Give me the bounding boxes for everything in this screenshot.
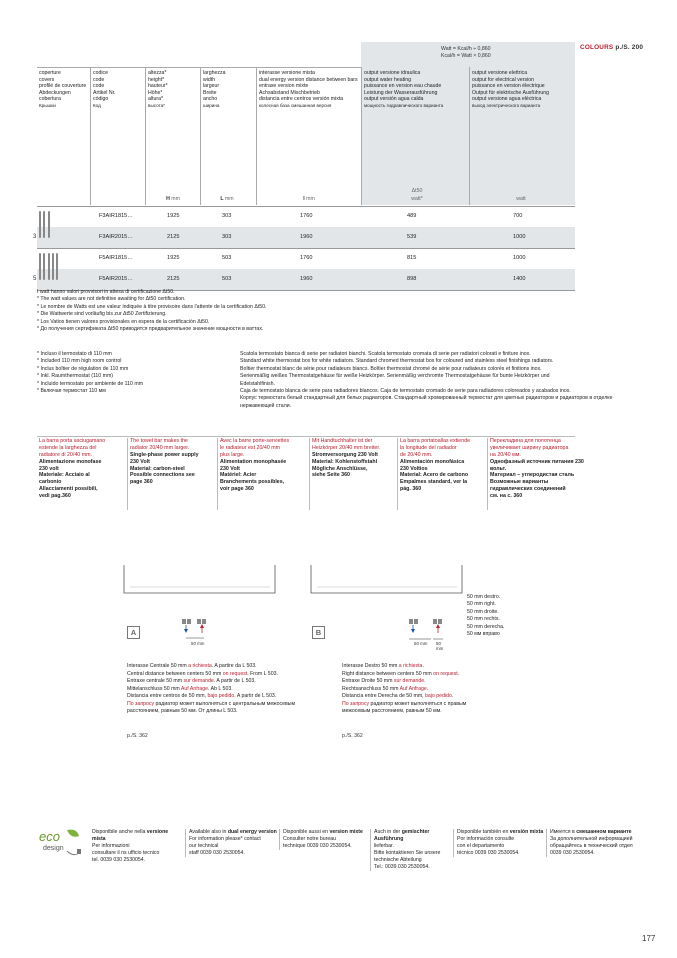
central-desc-text: . A partir de L 503. [213, 678, 256, 685]
central-desc-request-link: По запросу [127, 700, 155, 707]
header-col-5-line-4: output versión agua calda [364, 96, 424, 102]
right-desc-line-5 [342, 701, 532, 709]
thermostat-desc-line-3: Serienmäßig weißes Thermostatgehäuse für weiße Heizkörper. Serienmäßig verchromte Thermostatgehäuse für bunte Heizkörper und [240, 373, 550, 380]
header-col-6-line-4: output versione agua eléctrica [472, 96, 542, 102]
cell-elec: 1000 [513, 234, 526, 240]
diagram-b-letter: B [312, 626, 325, 639]
cell-i: 1760 [300, 255, 313, 261]
header-col-0-line-3: Abdeckungen [39, 89, 71, 96]
towel-bar-col-4 [397, 438, 485, 510]
thermostat-item-5: * Включая термостат 110 мм [37, 387, 106, 394]
header-col-2-line-1: height* [148, 76, 165, 83]
thermostat-desc-line-0: Scatola termostato bianca di serie per radiatori bianchi. Scatola termostato cromata di serie per radiatori colorati e finiture inox. [240, 351, 531, 357]
towel-bar-spec: Alimentazione monofase [39, 458, 102, 465]
cell-water: 815 [407, 255, 417, 261]
eco-version-name: gemischter Ausführung [374, 829, 430, 843]
connection-notes [467, 594, 504, 638]
eco-col-4-line-2: técnico 0039 030 2530054. [457, 850, 520, 857]
towel-bar-spec: 230 volt [39, 465, 59, 472]
connection-note-0: 50 mm destro. [467, 594, 501, 600]
towel-bar-spec: Single-phase power supply [130, 451, 199, 458]
towel-bar-note: La barra porta asciugamano [39, 438, 106, 444]
header-col-3-cyrillic: ширина [203, 102, 220, 108]
right-desc-line-2 [342, 678, 532, 686]
eco-version-name: versión mixta [509, 829, 544, 835]
thermostat-desc-line-2: Boîtier thermostat blanc de série pour radiateurs blancs. Boîtier thermostat chromé de série pour radiateurs colorés et finitions inox. [240, 365, 542, 372]
connection-note-4: 50 mm derecha. [467, 623, 505, 630]
colours-page-link[interactable] [580, 44, 643, 52]
header-col-6-line-0: output versione elettrica [472, 70, 528, 76]
certification-notes [37, 289, 457, 333]
header-col-2-cyrillic: высота* [148, 102, 165, 108]
design-word: design [43, 845, 64, 852]
header-col-5 [361, 67, 469, 205]
towel-bar-note: de 20/40 mm. [400, 451, 433, 458]
header-col-6-line-1: output for electrical version [472, 76, 534, 83]
header-col-1 [90, 67, 145, 205]
unit-watt: watt [516, 196, 526, 202]
thermostat-item-1: * Included 110 mm high room control [37, 358, 122, 365]
thermostat-box-description [240, 351, 660, 410]
table-row [37, 248, 575, 269]
watt-conversion-box [361, 42, 575, 67]
cell-i: 1960 [300, 276, 313, 282]
table-row [37, 269, 575, 290]
eco-intro-text: Disponible aussi en [283, 829, 330, 835]
towel-bar-spec: 230 Voltios [400, 465, 428, 472]
thermostat-item-2: * Inclus boîtier de régulation de 110 mm [37, 365, 129, 372]
right-desc-text: . [424, 678, 426, 685]
note-line-5: * До получения сертификата Δt50 приводится предварительное значение мощности в ваттах. [37, 325, 264, 332]
unit-watt-star: watt* [411, 196, 423, 202]
central-desc-text: Mittelanschluss 50 mm [127, 685, 181, 692]
thermostat-item-0: * Incluso il termostato di 110 mm [37, 351, 112, 357]
towel-bar-col-5 [487, 438, 587, 510]
header-col-1-cyrillic: Код [93, 102, 101, 108]
cell-l: 503 [222, 276, 232, 282]
right-desc-request-link: a richiesta [398, 663, 423, 669]
watt-conversion-line-2: Kcal/h = Watt × 0,860 [441, 53, 491, 59]
header-col-5-line-3: Leistung der Wasserausführung [364, 89, 438, 96]
towel-bar-col-0 [37, 438, 125, 510]
towel-bar-note: Avec la barre porte-serviettes [220, 438, 290, 444]
central-desc-text: . A partir de L 503. [234, 693, 277, 700]
cell-code: F3AIR1815… [99, 213, 133, 219]
towel-bar-note: estende la larghezza del [39, 444, 97, 451]
thermostat-desc-line-4: Edelstahlfinish. [240, 380, 275, 387]
eco-col-2-intro [283, 829, 367, 836]
cell-code: F3AIR2015… [99, 234, 133, 240]
right-desc-line-0 [342, 663, 532, 671]
towel-bar-spec: Возможные варианты гидравлических соединений [490, 479, 566, 493]
header-col-0-line-2: profilé de couverture [39, 83, 87, 89]
unit-dt: Δt50 [411, 188, 423, 194]
towel-bar-note: radiatore di 20/40 mm. [39, 451, 92, 458]
thermostat-item-4: * Incluido termostato por ambiente de 110 mm [37, 380, 144, 387]
header-col-2-line-4: altura* [148, 96, 163, 102]
radiator-bar-icon [52, 253, 54, 280]
right-desc-text: Right distance between centers 50 mm [342, 670, 434, 677]
towel-bar-note: Mit Handtuchhalter ist der [312, 438, 373, 444]
radiator-icon [39, 211, 63, 238]
header-col-3 [200, 67, 256, 205]
towel-bar-spec: page 360 [130, 479, 153, 486]
eco-col-5-line-2: 0039 030 2530054. [550, 850, 595, 857]
eco-col-5-line-0: За дополнительной информацией [550, 836, 633, 843]
header-col-6 [469, 67, 575, 205]
unit-h: H mm [166, 196, 180, 202]
header-col-3-line-3: Breite [203, 89, 217, 96]
eco-col-1-line-1: our technical [189, 843, 219, 850]
table-row [37, 206, 575, 227]
right-desc-text: . [422, 663, 424, 669]
towel-bar-col-1 [127, 438, 215, 510]
header-col-1-line-1: code [93, 76, 105, 83]
header-col-4-line-2: entraxe version mixte [259, 83, 309, 89]
towel-bar-spec: 230 Volt [220, 465, 240, 472]
eco-col-3-line-3: Tel.: 0039 030 2530054. [374, 864, 430, 871]
central-desc-line-2 [127, 678, 317, 686]
towel-bar-col-2 [217, 438, 307, 510]
header-col-5-cyrillic: мощность гидравлического варианта [364, 102, 444, 108]
central-desc-line-3 [127, 686, 317, 694]
note-line-1: * The watt values are not definitive awaiting for Δt50 certification. [37, 296, 186, 303]
towel-bar-spec: Stromversorgung 230 Volt [312, 451, 378, 458]
central-desc-text: Interasse Centrale 50 mm [127, 663, 189, 669]
header-col-6-line-3: Output für elektrische Ausführung [472, 89, 549, 96]
table-header [37, 67, 575, 205]
towel-bar-note: radiator 20/40 mm larger. [130, 444, 190, 451]
header-col-5-line-1: output water heating [364, 76, 412, 83]
eco-col-1-line-0: For information please* contact [189, 836, 261, 843]
right-desc-text: Entraxe Droite 50 mm [342, 678, 394, 685]
cell-i: 1960 [300, 234, 313, 240]
right-desc-text: Rechtsanschluss 50 mm [342, 685, 400, 692]
note-line-4: * Los Vatios tienen valores provisionales en espera de la certificación Δt50. [37, 318, 210, 325]
cell-h: 1925 [167, 255, 180, 261]
eco-col-3-line-1: Bitte kontaktieren Sie unsere [374, 850, 441, 857]
header-col-1-line-2: code [93, 83, 105, 89]
towel-bar-note: la longitude del radiador [400, 444, 457, 451]
cell-code: F5AIR1815… [99, 255, 133, 261]
radiator-bar-icon [48, 211, 50, 238]
towel-bar-spec: Alimentación monofásica [400, 458, 465, 465]
towel-bar-spec: Material: Acero de carbono [400, 472, 469, 479]
header-col-0-line-0: coperture [39, 70, 61, 76]
header-col-3-line-0: larghezza [203, 70, 226, 76]
plug-icon [77, 849, 81, 854]
diagram-b-dimension-1: 50 mm [414, 641, 428, 646]
radiator-bar-icon [43, 211, 45, 238]
eco-col-0-line-2: tel. 0039 030 2530054. [92, 857, 146, 864]
right-desc-text: межосевым расстоянием, равным 50 мм. [342, 708, 442, 715]
central-desc-text: расстоянием, равным 50 мм. От длины L 503. [127, 708, 238, 715]
towel-bar-spec: Alimentation monophasée [220, 458, 287, 465]
eco-intro-text: Имеется в [550, 829, 577, 835]
radiator-bar-icon [56, 253, 58, 280]
towel-bar-note: The towel bar makes the [130, 438, 188, 444]
eco-version-name: versione mista [92, 829, 169, 843]
eco-intro-text: Disponibile anche nella [92, 829, 147, 835]
header-col-4-line-4: distancia entre centros versión mixta [259, 96, 344, 102]
towel-bar-spec: 230 Volt [130, 458, 150, 465]
eco-col-1-intro [189, 829, 277, 836]
header-col-2 [145, 67, 200, 205]
colours-label: COLOURS [580, 44, 614, 51]
central-desc-line-5 [127, 701, 317, 709]
radiator-bar-icon [43, 253, 45, 280]
right-desc-text: Interasse Destro 50 mm [342, 663, 399, 669]
towel-bar-spec: voir page 360 [220, 486, 254, 493]
note-line-3: * Die Wattwerte sind vorläufig bis zur Δt50 Zertifizierung. [37, 311, 167, 318]
towel-bar-note: на 20/40 мм. [490, 451, 521, 458]
right-desc-request-link: on request [433, 670, 458, 677]
eco-intro-text: Auch in der [374, 829, 402, 835]
eco-col-5 [546, 829, 636, 857]
connection-note-5: 50 мм вправо [467, 630, 500, 637]
thermostat-included-list [37, 351, 227, 395]
eco-col-4-line-0: Por información consulte [457, 836, 515, 843]
cell-elec: 1400 [513, 276, 526, 282]
header-col-6-cyrillic: выход электрического варианта [472, 102, 541, 108]
right-desc-line-3 [342, 686, 532, 694]
diagram-b-dimension-2: 50 [436, 641, 441, 646]
page-number: 177 [642, 934, 656, 943]
eco-col-3-line-2: technische Abteilung [374, 857, 422, 864]
central-desc-line-1 [127, 671, 317, 679]
cell-l: 303 [222, 213, 232, 219]
thermostat-item-3: * Inkl. Raumthermostat (110 mm) [37, 373, 114, 380]
unit-i: I mm [303, 196, 315, 202]
towel-bar-spec: Allacciamenti possibili, [39, 486, 98, 493]
header-col-0 [37, 67, 90, 205]
right-connection-description [342, 663, 532, 716]
cell-l: 503 [222, 255, 232, 261]
header-col-5-line-0: output versione idraulica [364, 70, 421, 76]
towel-bar-spec: Materiale: Acciaio al [39, 472, 90, 479]
note-line-2: * Le nombre de Watts est une valeur indiquée à titre provisoire dans l'attente de la certification Δt50. [37, 303, 267, 310]
right-desc-text: радиатор может выполняться с правым [369, 700, 467, 707]
diagram-a-central-connection [120, 563, 280, 645]
cell-elec: 700 [513, 213, 523, 219]
header-col-2-line-0: altezza* [148, 70, 167, 76]
thermostat-desc-line-6: Корпус термостата белый стандартный для белых радиаторов. Стандартный хромированный термостат для цветных радиаторов и радиаторов в отделке [240, 395, 613, 402]
unit-l: L mm [220, 196, 234, 202]
cell-l: 303 [222, 234, 232, 240]
eco-version-name: dual energy version [227, 829, 277, 835]
cell-water: 539 [407, 234, 417, 240]
towel-bar-spec: pág. 360 [400, 486, 422, 493]
eco-version-name: смешанном варианте [576, 829, 632, 835]
header-col-2-line-2: hauteur* [148, 83, 168, 89]
central-desc-request-link: on request [222, 670, 248, 677]
towel-bar-spec: см. на с. 360 [490, 493, 523, 499]
header-col-0-line-1: covers [39, 76, 55, 83]
eco-col-2-line-0: Consulter notre bureau [283, 836, 337, 843]
header-col-1-line-3: Artikel Nr. [93, 89, 116, 96]
header-col-3-line-1: width [203, 76, 216, 83]
radiator-bar-icon [39, 211, 41, 238]
eco-col-5-line-1: обращайтесь в технический отдел [550, 843, 633, 850]
eco-col-0 [89, 829, 181, 864]
eco-col-3 [370, 829, 451, 871]
towel-bar-spec: Branchements possibles, [220, 479, 285, 486]
right-desc-request-link: Auf Anfrage [399, 685, 427, 692]
diagram-b-dimension-3: mm [436, 646, 444, 651]
eco-col-2-line-1: technique 0039 030 2530054. [283, 843, 352, 850]
towel-bar-spec: Однофазный источник питания 230 вольт. [490, 458, 584, 472]
eco-col-4 [453, 829, 544, 857]
right-desc-request-link: По запросу [342, 700, 370, 707]
towel-bar-rule [37, 436, 575, 437]
central-desc-line-0 [127, 663, 317, 671]
eco-design-logo [37, 827, 85, 859]
thermostat-desc-line-5: Caja de termostato blanca de serie para radiadores blancos. Caja de termostato cromado de serie para radiadores coloreados y acabados inox. [240, 387, 571, 394]
towel-bar-note: Перекладина для полотенца увеличивает ширину радиатора [490, 438, 569, 451]
header-col-5-line-2: puissance en version eau chaude [364, 83, 442, 89]
header-col-4-line-3: Achsabstand Mischbetrieb [259, 89, 320, 96]
header-col-4-cyrillic: колесная база смешанная версия [259, 102, 332, 108]
towel-bar-note: plus large. [220, 451, 245, 458]
header-col-2-line-3: Höhe* [148, 89, 163, 96]
header-col-0-line-4: cobertura [39, 96, 61, 102]
header-col-1-line-0: codice [93, 70, 108, 76]
right-desc-text: . [457, 670, 460, 677]
central-desc-line-6 [127, 708, 317, 716]
header-col-6-line-2: puissance en version électrique [472, 83, 545, 89]
central-connection-description [127, 663, 317, 716]
eco-col-1 [185, 829, 277, 857]
header-col-4-line-1: dual energy version distance between bars [259, 76, 358, 83]
eco-col-0-intro [92, 829, 181, 843]
central-desc-request-link: a richiesta [188, 663, 212, 669]
thermostat-desc-line-1: Standard white thermostat box for white radiators. Standard chromed thermostat box for coloured and stainless steel finishings radiators. [240, 358, 554, 365]
central-desc-request-link: bajo pedido [207, 693, 235, 700]
towel-bar-spec: Material: carbon-steel [130, 465, 185, 472]
cell-h: 2125 [167, 276, 180, 282]
connection-note-1: 50 mm right. [467, 601, 496, 608]
central-desc-text: . Ab L 503. [208, 685, 233, 692]
diagram-a-letter: A [127, 626, 140, 639]
central-desc-text: Distancia entre centros de 50 mm, [127, 693, 208, 700]
cell-water: 489 [407, 213, 417, 219]
eco-col-5-intro [550, 829, 636, 836]
eco-intro-text: Disponible también en [457, 829, 510, 835]
leaf-icon [67, 830, 79, 837]
eco-col-4-line-1: con el departamento [457, 843, 505, 850]
cell-i: 1760 [300, 213, 313, 219]
cell-code: F5AIR2015… [99, 276, 133, 282]
radiator-bar-icon [39, 253, 41, 280]
right-desc-line-4 [342, 693, 532, 701]
diagram-a-dimension: 50 mm [191, 641, 205, 645]
covers-count: 5 [33, 276, 37, 282]
towel-bar-spec: Empalmes standard, ver la [400, 479, 468, 486]
central-desc-text: . A partire da L 503. [211, 663, 257, 669]
cell-h: 2125 [167, 234, 180, 240]
radiator-icon [39, 253, 63, 280]
towel-bar-spec: Matériel: Acier [220, 472, 257, 479]
cell-h: 1925 [167, 213, 180, 219]
connection-note-2: 50 mm droite. [467, 608, 499, 615]
eco-col-0-line-1: consultare il ns ufficio tecnico [92, 850, 160, 857]
cell-elec: 1000 [513, 255, 526, 261]
towel-bar-spec: carbonio [39, 479, 62, 486]
central-desc-text: . From L 503. [247, 670, 278, 677]
towel-bar-spec: Possible connections see [130, 472, 195, 479]
towel-bar-col-3 [309, 438, 395, 510]
eco-col-1-line-2: staff 0039 030 2530054. [189, 850, 245, 857]
thermostat-desc-line-7: нержавеющей стали. [240, 402, 292, 409]
central-desc-text: Central distance between centers 50 mm [127, 670, 223, 677]
right-desc-request-link: bajo pedido [425, 693, 452, 700]
towel-bar-spec: Material: Kohlenstoffstahl [312, 458, 378, 465]
right-desc-text: . [451, 693, 454, 700]
connection-note-3: 50 mm rechts. [467, 616, 500, 623]
central-desc-text: радиатор может выполняться с центральным межосевым [154, 700, 296, 707]
eco-col-0-line-0: Per informazioni [92, 843, 130, 850]
note-line-0: I watt hanno valori provvisori in attesa di certificazione Δt50. [37, 289, 175, 295]
right-desc-text: . [426, 685, 429, 692]
page-ref-a[interactable]: p./S. 362 [127, 733, 148, 739]
towel-bar-spec: siehe Seite 360 [312, 472, 350, 479]
header-col-3-line-4: ancho [203, 96, 218, 102]
eco-word: eco [39, 829, 60, 844]
central-desc-line-4 [127, 693, 317, 701]
page-ref-b[interactable]: p./S. 362 [342, 733, 363, 739]
eco-intro-text: Available also in [189, 829, 228, 835]
right-desc-line-1 [342, 671, 532, 679]
watt-conversion-line-1: Watt = Kcal/h ÷ 0,860 [441, 46, 491, 52]
colours-page: p./S. 200 [615, 44, 644, 51]
covers-count: 3 [33, 234, 37, 240]
eco-col-3-line-0: lieferbar. [374, 843, 394, 850]
towel-bar-spec: Mögliche Anschlüsse, [312, 465, 368, 472]
diagram-b-right-connection [307, 563, 469, 653]
central-desc-request-link: sur demande [183, 678, 214, 685]
towel-bar-spec: vedi pag.360 [39, 493, 71, 499]
cell-water: 898 [407, 276, 417, 282]
eco-col-4-intro [457, 829, 544, 836]
central-desc-text: Entraxe centrale 50 mm [127, 678, 184, 685]
eco-col-3-intro [374, 829, 451, 843]
towel-bar-spec: Материал – углеродистая сталь [490, 472, 575, 479]
header-col-0-cyrillic: Крышки [39, 102, 56, 108]
eco-col-2 [279, 829, 367, 850]
radiator-bar-icon [48, 253, 50, 280]
central-desc-request-link: Auf Anfrage [180, 685, 209, 692]
header-col-3-line-2: largeur [203, 83, 220, 89]
right-desc-line-6 [342, 708, 532, 716]
header-col-1-line-4: código [93, 96, 109, 102]
towel-bar-note: La barra portatoallas extiende [400, 438, 471, 444]
header-col-4 [256, 67, 361, 205]
towel-bar-note: le radiateur est 20/40 mm [220, 444, 281, 451]
table-row [37, 227, 575, 248]
eco-version-name: version mixte [329, 829, 363, 835]
right-desc-text: Distancia entre Derecha de 50 mm, [342, 693, 426, 700]
towel-bar-note: Heizkörper 20/40 mm breiter. [312, 444, 381, 451]
right-desc-request-link: sur demande [393, 678, 425, 685]
header-col-4-line-0: interasse versione mista [259, 70, 315, 76]
